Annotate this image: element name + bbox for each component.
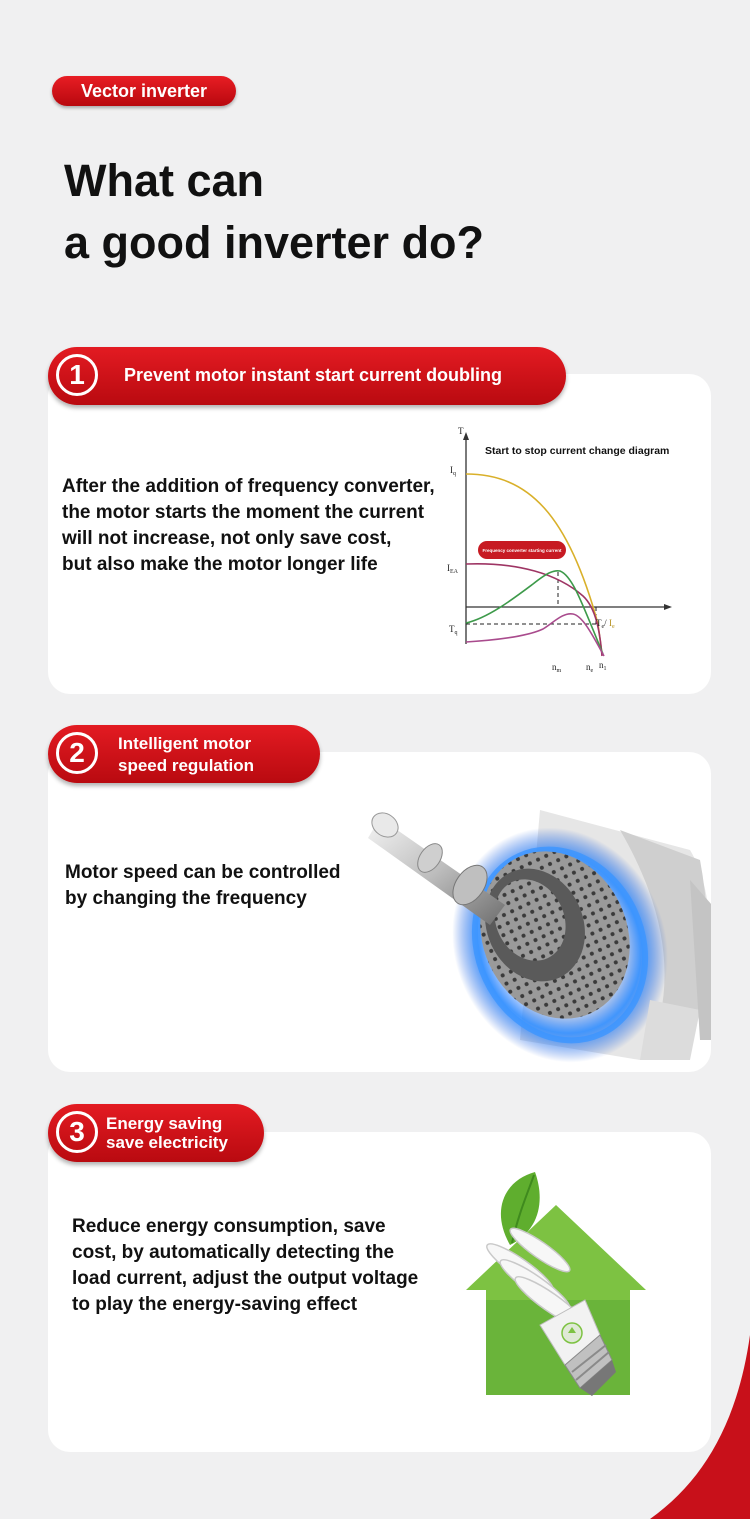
feature-card-3 xyxy=(48,1132,711,1452)
motor-illustration xyxy=(364,798,711,1072)
feature-card-2 xyxy=(48,752,711,1072)
chart-y-tick-iq: $I_q$ xyxy=(450,465,456,477)
feature-2-title: Intelligent motor speed regulation xyxy=(118,734,255,775)
feature-2-number: 2 xyxy=(56,732,98,774)
chart-y-tick-iea: $I_{EA}$ xyxy=(447,563,458,575)
chart-series-torque-2 xyxy=(466,614,604,656)
feature-3-number: 3 xyxy=(56,1111,98,1153)
chart-series-current xyxy=(466,564,602,656)
feature-3-header xyxy=(48,1104,264,1162)
chart-y-axis-label: T xyxy=(458,426,464,436)
chart-title: Start to stop current change diagram xyxy=(485,445,670,457)
chart-line-label: $T_e/$ $I_e$ xyxy=(596,618,615,630)
chart-x-tick-nm: $n_m$ xyxy=(552,662,562,674)
feature-3-title: Energy saving save electricity xyxy=(106,1114,228,1152)
feature-3-description: Reduce energy consumption, save cost, by automatically detecting the load current, adjust the output voltage to play the energy-saving effect xyxy=(72,1216,419,1315)
chart-x-tick-n1: $n_1$ xyxy=(599,660,607,672)
feature-2-header xyxy=(48,725,320,783)
current-change-chart xyxy=(436,424,706,680)
page-headline xyxy=(64,150,484,274)
chart-series-torque xyxy=(466,571,603,654)
chart-y-tick-tq: $T_q$ xyxy=(449,624,458,636)
feature-2-description: Motor speed can be controlled by changing the frequency xyxy=(65,862,341,909)
energy-saving-bulb-house-icon xyxy=(466,1172,646,1404)
feature-1-header xyxy=(48,347,566,405)
chart-x-tick-ne: $n_e$ xyxy=(586,662,594,674)
chart-badge-text: Frequency converter starting current xyxy=(482,548,562,553)
feature-1-title: Prevent motor instant start current doubling xyxy=(124,365,503,385)
headline-line-1: What can xyxy=(64,155,265,206)
headline-line-2: a good inverter do? xyxy=(64,217,485,268)
feature-1-number: 1 xyxy=(56,354,98,396)
category-tag: Vector inverter xyxy=(52,76,236,106)
feature-1-description: After the addition of frequency converter, the motor starts the moment the current will not increase, not only save cost, but also make the motor longer life xyxy=(62,476,435,575)
feature-card-1 xyxy=(48,374,711,694)
